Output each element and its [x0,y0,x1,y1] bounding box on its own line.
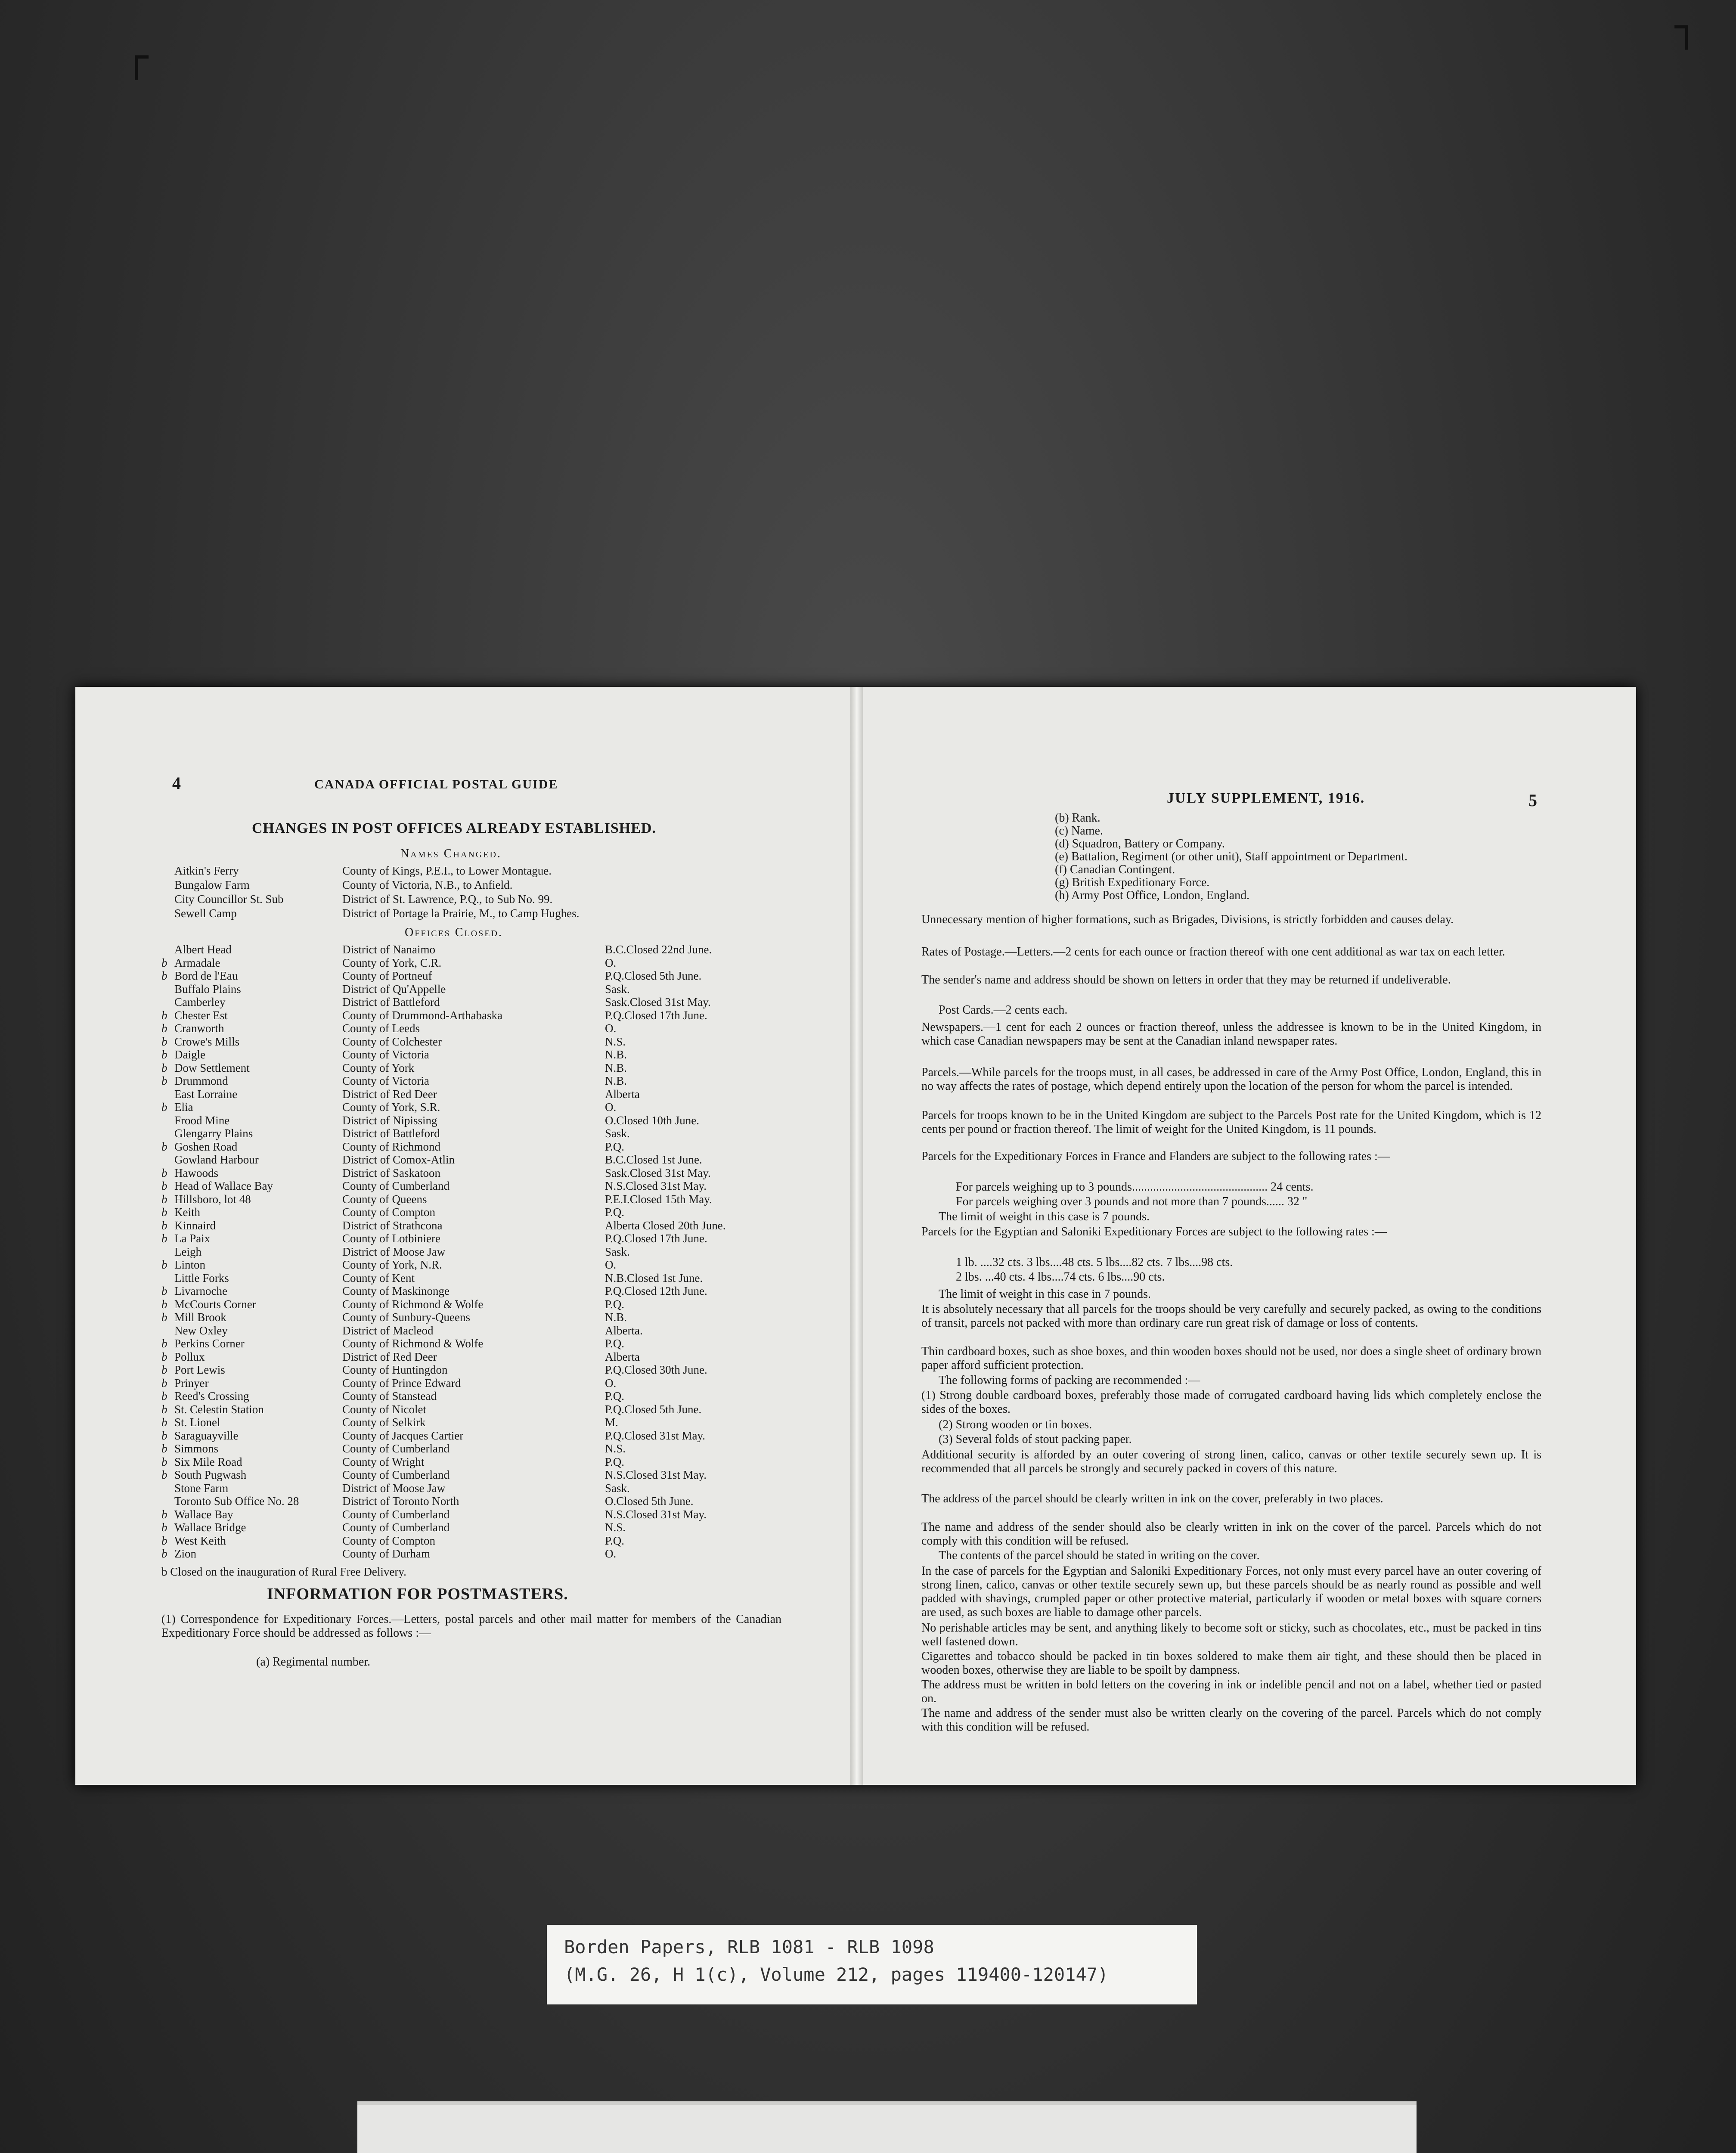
corner-mark-icon: ┌ [125,34,149,80]
office-status: Sask. [605,1481,630,1495]
office-status: N.S. [605,1521,626,1534]
rfd-mark: b [161,956,167,969]
office-status: P.Q. [605,1390,625,1402]
office-name: Wallace Bridge [174,1521,246,1534]
offices-closed-row [161,1416,786,1429]
office-name: Livarnoche [174,1284,227,1297]
office-status: O. [605,1101,617,1114]
right-page [857,687,1636,1785]
offices-closed-row [161,956,786,969]
office-name: Keith [174,1206,200,1219]
office-status: P.E.I.Closed 15th May. [605,1192,712,1206]
offices-closed-row [174,1272,786,1284]
rfd-mark: b [161,1219,167,1232]
rfd-mark: b [161,1508,167,1521]
office-change: County of Kings, P.E.I., to Lower Montague. [342,864,552,877]
paragraph: The address of the parcel should be clearly written in ink on the cover, preferably in two places. [921,1492,1383,1505]
offices-closed-row [161,1035,786,1048]
paragraph: Additional security is afforded by an outer covering of strong linen, calico, canvas or other textile securely sewn up. It is recommended that all parcels be strongly and securely packed in covers of this nature. [921,1448,1541,1475]
office-district: County of Compton [342,1206,436,1219]
offices-closed-row [161,1508,786,1521]
office-status: P.Q. [605,1297,625,1311]
office-status: N.B. [605,1311,627,1324]
offices-closed-row [161,1390,786,1402]
rfd-mark: b [161,1008,167,1022]
office-status: P.Q.Closed 30th June. [605,1363,707,1376]
office-district: County of Richmond & Wolfe [342,1297,484,1311]
office-district: County of Leeds [342,1022,420,1035]
office-district: District of Red Deer [342,1087,437,1101]
info-title: INFORMATION FOR POSTMASTERS. [267,1585,568,1603]
office-status: O. [605,1547,617,1560]
rfd-mark: b [161,1429,167,1442]
office-status: Sask.Closed 31st May. [605,1166,711,1179]
office-name: Goshen Road [174,1140,238,1153]
office-district: District of Moose Jaw [342,1245,446,1258]
office-district: County of Victoria [342,1074,429,1087]
office-district: County of Richmond & Wolfe [342,1337,484,1350]
rfd-mark: b [161,1376,167,1390]
rfd-mark: b [161,1297,167,1311]
paragraph: Newspapers.—1 cent for each 2 ounces or fraction thereof, unless the addressee is known to be in the United Kingdom, in which case Canadian newspapers may be sent at the Canadian inland newspaper rates. [921,1021,1541,1048]
office-status: N.S. [605,1442,626,1455]
page-number: 5 [1528,791,1537,810]
names-changed-row [174,878,786,891]
footnote: b Closed on the inauguration of Rural Free Delivery. [161,1565,406,1578]
office-district: County of Cumberland [342,1179,450,1192]
offices-closed-row [161,1022,786,1035]
offices-closed-row [174,1495,786,1508]
office-status: Alberta [605,1350,640,1363]
archive-label-line: (M.G. 26, H 1(c), Volume 212, pages 119400-120147) [564,1964,1109,1985]
section-title: CHANGES IN POST OFFICES ALREADY ESTABLISHED. [252,820,656,836]
archive-label-line: Borden Papers, RLB 1081 - RLB 1098 [564,1936,934,1958]
paragraph: Parcels for the Egyptian and Saloniki Expeditionary Forces are subject to the following rates :— [921,1225,1387,1238]
offices-closed-row [161,1534,786,1547]
rfd-mark: b [161,1061,167,1074]
rate-line: 2 lbs. ...40 cts. 4 lbs....74 cts. 6 lbs....90 cts. [956,1270,1165,1284]
office-district: County of Cumberland [342,1442,450,1455]
paragraph: No perishable articles may be sent, and anything likely to become soft or sticky, such as chocolates, etc., must be packed in tins well fastened down. [921,1621,1541,1648]
running-head: CANADA OFFICIAL POSTAL GUIDE [314,777,558,791]
office-name: Saraguayville [174,1429,239,1442]
offices-closed-row [174,1127,786,1140]
paragraph: Parcels for troops known to be in the United Kingdom are subject to the Parcels Post rate for the United Kingdom, which is 12 cents per pound or fraction thereof. The limit of weight for the United Kingdom, is 11 pounds. [921,1109,1541,1136]
offices-closed-row [174,1153,786,1166]
paragraph: The address must be written in bold letters on the covering in ink or indelible pencil and not on a label, whether tied or pasted on. [921,1678,1541,1705]
office-district: County of Wright [342,1455,425,1468]
office-name: Head of Wallace Bay [174,1179,273,1192]
office-status: N.B.Closed 1st June. [605,1271,703,1284]
rfd-mark: b [161,1074,167,1087]
office-name: Sewell Camp [174,907,237,920]
address-item: (d) Squadron, Battery or Company. [1055,837,1225,850]
rfd-mark: b [161,1442,167,1455]
offices-closed-row [161,1008,786,1022]
offices-closed-row [161,1206,786,1219]
office-district: County of Prince Edward [342,1376,461,1390]
office-district: District of Battleford [342,1127,440,1140]
office-change: District of St. Lawrence, P.Q., to Sub No. 99. [342,893,553,906]
paragraph: Parcels.—While parcels for the troops must, in all cases, be addressed in care of the Army Post Office, London, England, this in no way affects the rates of postage, which depend entirely upon the location of the person for whom the parcel is intended. [921,1066,1541,1093]
office-name: Frood Mine [174,1114,230,1127]
office-status: P.Q.Closed 31st May. [605,1429,706,1442]
offices-closed-row [161,1074,786,1087]
office-name: Wallace Bay [174,1508,233,1521]
offices-closed-heading: Offices Closed. [405,926,503,939]
offices-closed-row [161,1219,786,1232]
office-name: McCourts Corner [174,1297,256,1311]
office-name: Toronto Sub Office No. 28 [174,1495,299,1508]
offices-closed-row [161,1547,786,1560]
office-district: County of Jacques Cartier [342,1429,464,1442]
office-district: County of Lotbiniere [342,1232,440,1245]
office-status: O.Closed 10th June. [605,1114,699,1127]
office-district: District of Battleford [342,996,440,1008]
office-status: P.Q. [605,1455,625,1468]
office-status: N.B. [605,1048,627,1061]
offices-closed-row [174,1114,786,1127]
offices-closed-row [161,1350,786,1363]
office-district: District of Strathcona [342,1219,443,1232]
rate-line: For parcels weighing up to 3 pounds............................................. 24 cents. [956,1180,1314,1194]
rate-line: For parcels weighing over 3 pounds and not more than 7 pounds...... 32 " [956,1195,1308,1208]
office-status: Sask. [605,1245,630,1258]
office-status: P.Q. [605,1534,625,1547]
office-status: Sask.Closed 31st May. [605,996,711,1008]
offices-closed-row [174,1324,786,1337]
offices-closed-row [161,1337,786,1350]
office-district: County of Nicolet [342,1402,426,1416]
office-name: City Councillor St. Sub [174,893,284,906]
office-name: Little Forks [174,1271,229,1284]
office-district: County of York, N.R. [342,1258,442,1271]
office-district: District of Comox-Atlin [342,1153,455,1166]
paragraph: The contents of the parcel should be stated in writing on the cover. [939,1549,1260,1562]
offices-closed-row [161,1284,786,1297]
office-status: N.S.Closed 31st May. [605,1179,707,1192]
corner-mark-icon: ┐ [1675,4,1699,50]
office-name: Camberley [174,996,226,1008]
names-changed-row [174,907,786,920]
office-status: O.Closed 5th June. [605,1495,694,1508]
office-district: County of Compton [342,1534,436,1547]
rfd-mark: b [161,1179,167,1192]
office-district: County of Colchester [342,1035,442,1048]
office-change: District of Portage la Prairie, M., to Camp Hughes. [342,907,580,920]
office-status: P.Q.Closed 17th June. [605,1232,707,1245]
address-item: (f) Canadian Contingent. [1055,863,1175,876]
rfd-mark: b [161,1258,167,1271]
office-name: Bungalow Farm [174,878,250,891]
rfd-mark: b [161,1468,167,1481]
office-district: County of Cumberland [342,1468,450,1481]
offices-closed-row [174,1245,786,1258]
offices-closed-row [161,1311,786,1324]
rfd-mark: b [161,1206,167,1219]
paragraph: (3) Several folds of stout packing paper. [939,1433,1132,1446]
rfd-mark: b [161,1521,167,1534]
office-name: South Pugwash [174,1468,247,1481]
open-booklet [75,687,1636,1785]
rfd-mark: b [161,1022,167,1035]
rfd-mark: b [161,1350,167,1363]
rfd-mark: b [161,1192,167,1206]
office-district: County of Huntingdon [342,1363,448,1376]
office-district: District of Moose Jaw [342,1481,446,1495]
rfd-mark: b [161,1534,167,1547]
office-status: N.S.Closed 31st May. [605,1508,707,1521]
offices-closed-row [161,969,786,982]
office-status: O. [605,1376,617,1390]
offices-closed-row [161,1455,786,1468]
office-district: District of Nipissing [342,1114,437,1127]
office-district: County of York, C.R. [342,956,442,969]
info-item: (a) Regimental number. [256,1655,371,1669]
office-district: District of Nanaimo [342,943,435,956]
rfd-mark: b [161,1284,167,1297]
office-district: District of Qu'Appelle [342,982,446,996]
office-status: M. [605,1416,618,1429]
offices-closed-row [161,1232,786,1245]
office-district: County of Kent [342,1271,415,1284]
paragraph: In the case of parcels for the Egyptian and Saloniki Expeditionary Forces, not only must every parcel have an outer covering of strong linen, calico, canvas or other textile securely sewn up, but these parcels should be as nearly round as possible and well padded with shavings, crumpled paper or other protective material, particularly if wooden or metal boxes with square corners are used, as such boxes are liable to damage other parcels. [921,1564,1541,1619]
paragraph: Post Cards.—2 cents each. [939,1003,1068,1017]
office-name: Kinnaird [174,1219,216,1232]
office-name: Port Lewis [174,1363,225,1376]
office-district: County of Durham [342,1547,430,1560]
office-status: P.Q. [605,1206,625,1219]
offices-closed-row [161,1376,786,1390]
office-name: Daigle [174,1048,205,1061]
office-name: Elia [174,1101,193,1114]
office-district: County of Victoria [342,1048,429,1061]
office-name: St. Celestin Station [174,1402,264,1416]
office-name: Mill Brook [174,1311,226,1324]
office-district: County of York, S.R. [342,1101,440,1114]
office-status: O. [605,956,617,969]
office-status: P.Q.Closed 5th June. [605,969,702,982]
paragraph: Thin cardboard boxes, such as shoe boxes, and thin wooden boxes should not be used, nor does a single sheet of ordinary brown paper afford sufficient protection. [921,1345,1541,1372]
offices-closed-row [161,1048,786,1061]
names-changed-row [174,864,786,877]
rfd-mark: b [161,1311,167,1324]
address-item: (e) Battalion, Regiment (or other unit), Staff appointment or Department. [1055,850,1408,863]
rfd-mark: b [161,1048,167,1061]
office-name: Stone Farm [174,1481,229,1495]
office-name: Hawoods [174,1166,218,1179]
offices-closed-row [161,1179,786,1192]
paragraph: It is absolutely necessary that all parcels for the troops should be very carefully and securely packed, as owing to the conditions of transit, parcels not packed with more than ordinary care run great risk of damage or loss of contents. [921,1303,1541,1330]
address-item: (b) Rank. [1055,811,1100,825]
rfd-mark: b [161,1363,167,1376]
office-district: District of Toronto North [342,1495,459,1508]
office-status: P.Q.Closed 5th June. [605,1402,702,1416]
office-name: Simmons [174,1442,219,1455]
office-district: County of Cumberland [342,1508,450,1521]
info-paragraph: (1) Correspondence for Expeditionary Forces.—Letters, postal parcels and other mail matter for members of the Canadian Expeditionary Force should be addressed as follows :— [161,1613,781,1640]
office-district: County of Richmond [342,1140,440,1153]
office-status: P.Q.Closed 17th June. [605,1008,707,1022]
office-district: County of Selkirk [342,1416,426,1429]
offices-closed-row [161,1297,786,1311]
paragraph: Parcels for the Expeditionary Forces in France and Flanders are subject to the following rates :— [921,1150,1390,1163]
office-district: County of York [342,1061,415,1074]
office-district: District of Saskatoon [342,1166,440,1179]
page-number: 4 [172,773,181,793]
office-district: County of Sunbury-Queens [342,1311,470,1324]
paragraph: The name and address of the sender should also be clearly written in ink on the cover of the parcel. Parcels which do not comply with this condition will be refused. [921,1520,1541,1548]
office-status: O. [605,1258,617,1271]
offices-closed-row [161,1166,786,1179]
offices-closed-row [161,1192,786,1206]
rfd-mark: b [161,1547,167,1560]
office-change: County of Victoria, N.B., to Anfield. [342,878,513,891]
paragraph: Unnecessary mention of higher formations, such as Brigades, Divisions, is strictly forbidden and causes delay. [921,913,1454,926]
office-status: O. [605,1022,617,1035]
office-name: Leigh [174,1245,202,1258]
running-head: JULY SUPPLEMENT, 1916. [1167,790,1365,806]
offices-closed-row [161,1468,786,1481]
office-status: B.C.Closed 22nd June. [605,943,712,956]
office-name: Cranworth [174,1022,224,1035]
office-district: District of Macleod [342,1324,434,1337]
office-name: Bord de l'Eau [174,969,238,982]
office-district: County of Queens [342,1192,427,1206]
office-name: New Oxley [174,1324,228,1337]
rate-line: 1 lb. ....32 cts. 3 lbs....48 cts. 5 lbs....82 cts. 7 lbs....98 cts. [956,1256,1233,1269]
office-status: Sask. [605,982,630,996]
rfd-mark: b [161,1101,167,1114]
rfd-mark: b [161,1232,167,1245]
paragraph: Rates of Postage.—Letters.—2 cents for each ounce or fraction thereof with one cent additional as war tax on each letter. [921,945,1505,959]
office-district: County of Stanstead [342,1390,437,1402]
address-item: (g) British Expeditionary Force. [1055,876,1210,889]
offices-closed-row [161,1061,786,1074]
office-status: B.C.Closed 1st June. [605,1153,702,1166]
names-changed-heading: Names Changed. [400,847,502,860]
office-name: Chester Est [174,1008,228,1022]
offices-closed-row [161,1101,786,1114]
paragraph: (2) Strong wooden or tin boxes. [939,1418,1092,1431]
offices-closed-row [161,1429,786,1442]
paragraph: The sender's name and address should be shown on letters in order that they may be returned if undeliverable. [921,973,1451,987]
office-status: Alberta [605,1087,640,1101]
archives-plate [357,2101,1417,2153]
office-name: Glengarry Plains [174,1127,253,1140]
office-name: Perkins Corner [174,1337,245,1350]
office-status: P.Q. [605,1337,625,1350]
office-name: Dow Settlement [174,1061,250,1074]
office-name: Buffalo Plains [174,982,241,996]
paragraph: The limit of weight in this case in 7 pounds. [939,1287,1151,1301]
office-name: Drummond [174,1074,228,1087]
office-name: Pollux [174,1350,205,1363]
offices-closed-row [174,996,786,1008]
office-status: Alberta Closed 20th June. [605,1219,726,1232]
office-status: P.Q.Closed 12th June. [605,1284,707,1297]
paragraph: The name and address of the sender must also be written clearly on the covering of the parcel. Parcels which do not comply with this condition will be refused. [921,1706,1541,1734]
rfd-mark: b [161,1402,167,1416]
office-name: Armadale [174,956,220,969]
office-district: County of Portneuf [342,969,432,982]
rfd-mark: b [161,969,167,982]
offices-closed-row [161,1258,786,1271]
offices-closed-row [174,983,786,996]
paragraph: The limit of weight in this case is 7 pounds. [939,1210,1150,1223]
rfd-mark: b [161,1166,167,1179]
office-name: Hillsboro, lot 48 [174,1192,251,1206]
office-name: Prinyer [174,1376,209,1390]
address-item: (h) Army Post Office, London, England. [1055,889,1250,902]
office-name: Reed's Crossing [174,1390,249,1402]
office-name: Zion [174,1547,196,1560]
office-name: Linton [174,1258,205,1271]
rfd-mark: b [161,1390,167,1402]
office-district: County of Cumberland [342,1521,450,1534]
offices-closed-row [161,1521,786,1534]
offices-closed-row [174,943,786,956]
archive-reference-label [547,1925,1197,2004]
left-page [75,687,855,1785]
rfd-mark: b [161,1455,167,1468]
office-district: District of Red Deer [342,1350,437,1363]
office-name: Gowland Harbour [174,1153,259,1166]
paragraph: The following forms of packing are recommended :— [939,1374,1200,1387]
office-status: N.S.Closed 31st May. [605,1468,707,1481]
office-name: La Paix [174,1232,211,1245]
rfd-mark: b [161,1416,167,1429]
paragraph: (1) Strong double cardboard boxes, preferably those made of corrugated cardboard having lids which completely enclose the sides of the boxes. [921,1389,1541,1416]
office-status: Alberta. [605,1324,643,1337]
offices-closed-row [161,1442,786,1455]
paragraph: Cigarettes and tobacco should be packed in tin boxes soldered to make them air tight, and these should then be placed in wooden boxes, otherwise they are liable to be spoilt by dampness. [921,1650,1541,1677]
offices-closed-row [161,1363,786,1376]
offices-closed-row [161,1402,786,1416]
office-name: West Keith [174,1534,226,1547]
office-name: East Lorraine [174,1087,238,1101]
rfd-mark: b [161,1140,167,1153]
office-status: N.B. [605,1061,627,1074]
office-district: County of Maskinonge [342,1284,450,1297]
office-district: County of Drummond-Arthabaska [342,1008,502,1022]
address-item: (c) Name. [1055,824,1103,838]
rfd-mark: b [161,1337,167,1350]
office-name: Albert Head [174,943,232,956]
office-name: Crowe's Mills [174,1035,240,1048]
office-status: N.B. [605,1074,627,1087]
offices-closed-row [174,1482,786,1495]
office-status: Sask. [605,1127,630,1140]
offices-closed-row [161,1140,786,1153]
rfd-mark: b [161,1035,167,1048]
office-name: St. Lionel [174,1416,220,1429]
office-status: N.S. [605,1035,626,1048]
office-name: Aitkin's Ferry [174,864,239,877]
offices-closed-row [174,1088,786,1101]
office-name: Six Mile Road [174,1455,242,1468]
names-changed-row [174,893,786,906]
office-status: P.Q. [605,1140,625,1153]
